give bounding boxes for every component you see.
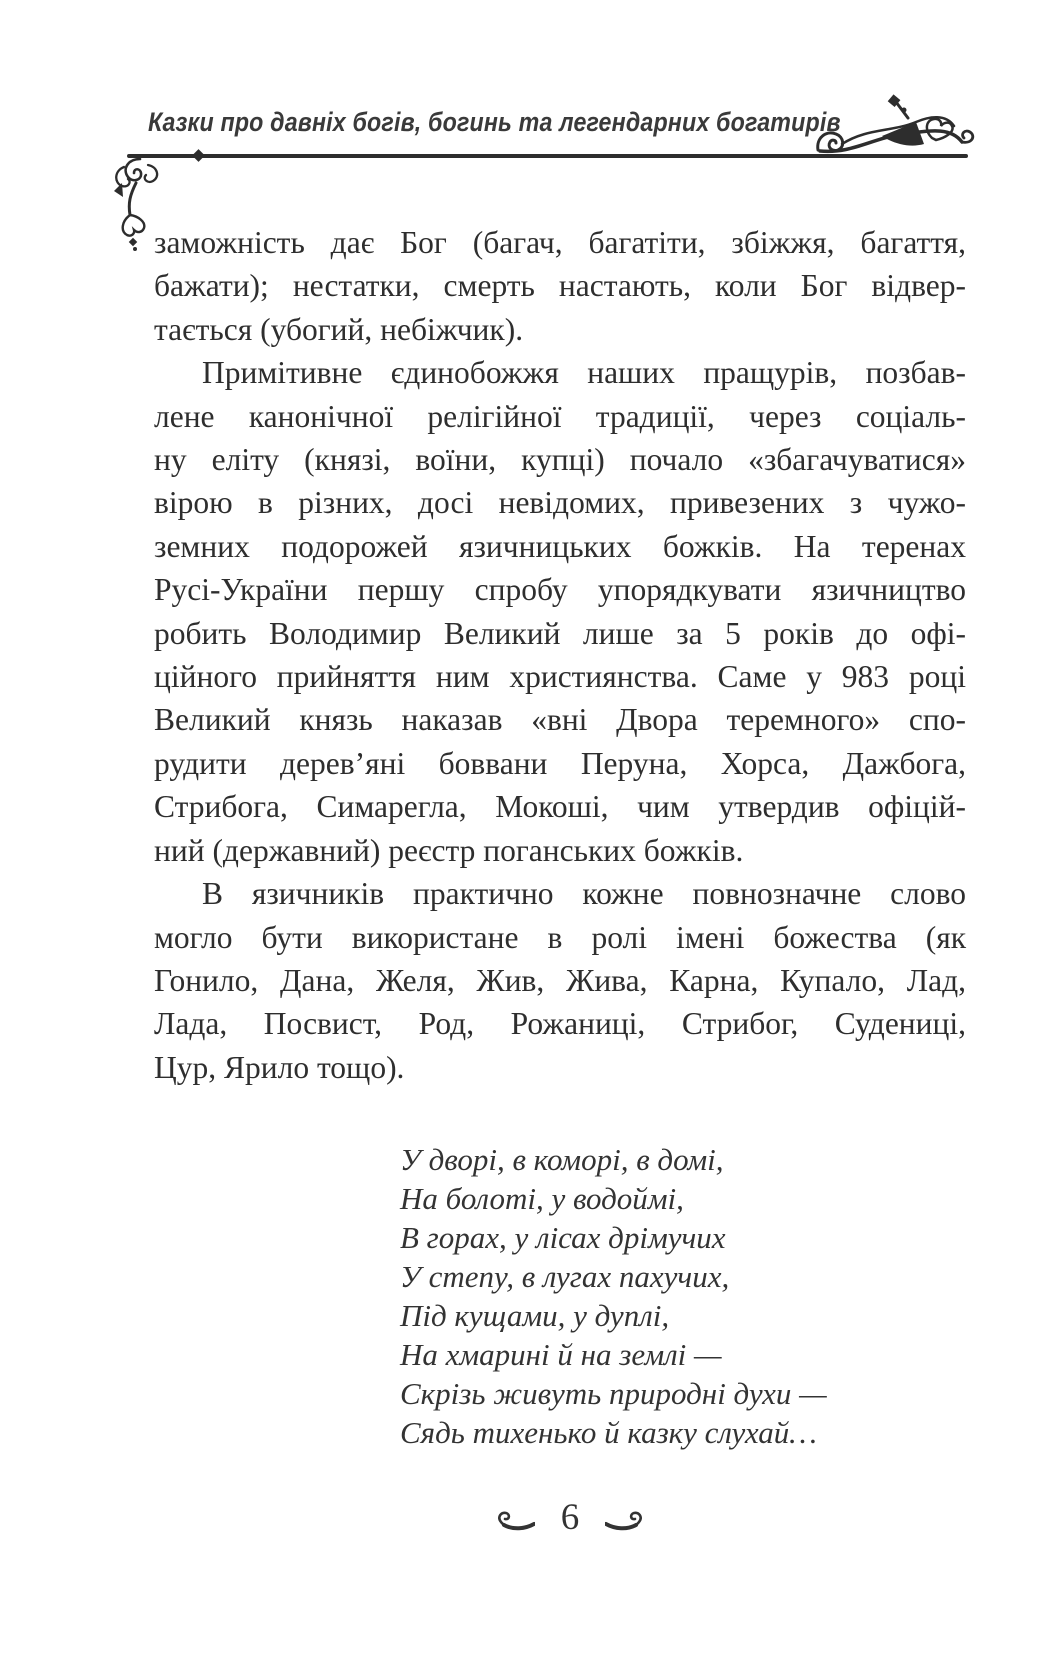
body-line: Примітивне єдинобожжя наших пращурів, позбав-	[202, 355, 966, 391]
poem-line: Під кущами, у дуплі,	[400, 1298, 670, 1333]
footer-flourish-left-icon	[493, 1509, 535, 1531]
body-line: лене канонічної релігійної традиції, через соціаль-	[154, 398, 966, 434]
page-footer	[470, 1494, 670, 1536]
body-line: Русі-України першу спробу упорядкувати язичництво	[154, 572, 966, 608]
body-line: бажати); нестатки, смерть настають, коли Бог відвер-	[154, 268, 966, 304]
poem-line: У степу, в лугах пахучих,	[400, 1259, 730, 1294]
body-line: тається (убогий, небіжчик).	[154, 311, 524, 347]
body-line: робить Володимир Великий лише за 5 років до офі-	[154, 615, 966, 651]
body-text	[154, 221, 966, 1089]
body-line: рудити дерев’яні боввани Перуна, Хорса, Дажбога,	[154, 745, 966, 781]
body-line: Великий князь наказав «вні Двора теремного» спо-	[154, 702, 966, 738]
poem-line: Сядь тихенько й казку слухай…	[400, 1415, 817, 1450]
body-line: Цур, Ярило тощо).	[154, 1049, 405, 1085]
body-line: В язичників практично кожне повнозначне слово	[202, 876, 966, 912]
running-header-title: Казки про давніх богів, богинь та легендарних богатирів	[148, 107, 841, 137]
footer-flourish-right-icon	[605, 1509, 647, 1531]
poem-line: На хмарині й на землі —	[400, 1337, 722, 1372]
body-line: Стрибога, Симарегла, Мокоші, чим утвердив офіцій-	[154, 789, 966, 825]
body-line: Гонило, Дана, Желя, Жив, Жива, Карна, Купало, Лад,	[154, 962, 966, 998]
poem-line: У дворі, в коморі, в домі,	[400, 1142, 724, 1177]
poem-line: Скрізь живуть природні духи —	[400, 1376, 827, 1411]
poem-line: На болоті, у водоймі,	[400, 1181, 684, 1216]
rule-bead-icon	[192, 149, 205, 162]
body-line: ну еліту (князі, воїни, купці) почало «збагачуватися»	[154, 442, 966, 478]
poem-block	[400, 1140, 827, 1452]
body-line: могло бути використане в ролі імені божества (як	[154, 919, 966, 955]
body-line: Лада, Посвист, Род, Рожаниці, Стрибог, Судениці,	[154, 1006, 966, 1042]
body-line: заможність дає Бог (багач, багатіти, збіжжя, багаття,	[154, 225, 966, 260]
header-flourish-icon	[812, 92, 980, 158]
poem-line: В горах, у лісах дрімучих	[400, 1220, 726, 1255]
body-line: вірою в різних, досі невідомих, привезених з чужо-	[154, 485, 966, 521]
page-number: 6	[560, 1497, 580, 1538]
body-line: ційного прийняття ним християнства. Саме у 983 році	[154, 659, 966, 695]
body-line: ний (державний) реєстр поганських божків.	[154, 832, 744, 868]
body-line: земних подорожей язичницьких божків. На теренах	[154, 528, 966, 564]
